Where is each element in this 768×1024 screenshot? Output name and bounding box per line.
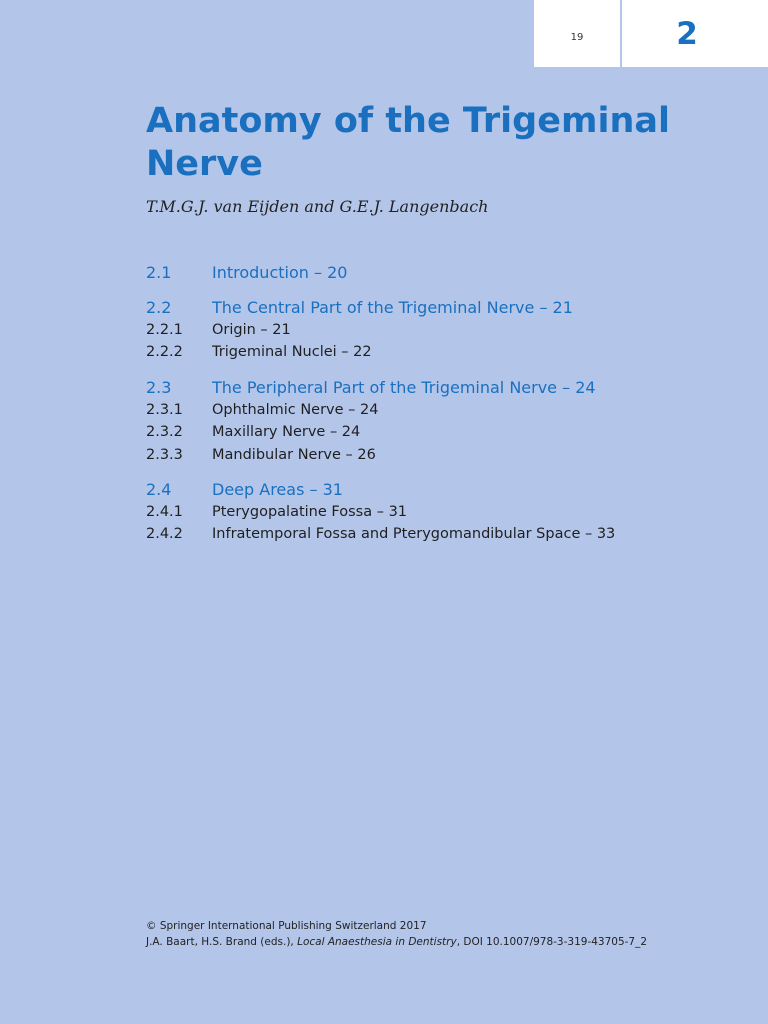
toc-subsection-2-3-1[interactable] bbox=[146, 399, 706, 421]
toc-subsection-2-2-2[interactable] bbox=[146, 341, 706, 363]
toc-section-title: The Central Part of the Trigeminal Nerve – 21 bbox=[212, 298, 573, 317]
copyright-line: © Springer International Publishing Switzerland 2017 bbox=[146, 920, 427, 932]
toc-subsection-2-3-2[interactable] bbox=[146, 421, 706, 443]
toc-subsection-title: Infratemporal Fossa and Pterygomandibular Space – 33 bbox=[212, 526, 616, 543]
toc-section-number: 2.4 bbox=[146, 480, 172, 500]
toc-subsection-2-4-1[interactable] bbox=[146, 501, 706, 523]
chapter-title: Anatomy of the Trigeminal Nerve bbox=[146, 101, 670, 184]
toc-section-number: 2.1 bbox=[146, 263, 172, 282]
toc-subsection-number: 2.3.3 bbox=[146, 446, 183, 463]
toc-subsection-2-3-3[interactable] bbox=[146, 444, 706, 466]
toc-section-title: Introduction – 20 bbox=[212, 263, 348, 282]
toc-subsection-number: 2.4.2 bbox=[146, 526, 183, 543]
toc-section-2-1[interactable] bbox=[146, 262, 706, 284]
toc-subsection-title: Origin – 21 bbox=[212, 322, 291, 338]
toc-section-number: 2.2 bbox=[146, 298, 172, 317]
citation-line bbox=[146, 934, 647, 950]
citation-book-title: Local Anaesthesia in Dentistry bbox=[297, 936, 457, 948]
toc-subsection-2-4-2[interactable] bbox=[146, 523, 706, 545]
citation-editors: J.A. Baart, H.S. Brand (eds.), bbox=[146, 936, 298, 948]
toc-subsection-title: Maxillary Nerve – 24 bbox=[212, 424, 361, 441]
toc-section-2-2[interactable] bbox=[146, 297, 706, 319]
copyright-footer bbox=[146, 918, 647, 950]
toc-subsection-2-2-1[interactable] bbox=[146, 319, 706, 341]
toc-section-title: The Peripheral Part of the Trigeminal Nerve – 24 bbox=[212, 377, 596, 397]
toc-subsection-number: 2.4.1 bbox=[146, 504, 183, 521]
toc-subsection-title: Trigeminal Nuclei – 22 bbox=[212, 344, 372, 361]
toc-section-number: 2.3 bbox=[146, 377, 172, 397]
toc-subsection-number: 2.2.1 bbox=[146, 322, 183, 338]
chapter-number-box bbox=[622, 0, 768, 67]
toc-section-2-3[interactable] bbox=[146, 377, 706, 399]
citation-doi: , DOI 10.1007/978-3-319-43705-7_2 bbox=[456, 936, 648, 948]
chapter-authors: T.M.G.J. van Eijden and G.E.J. Langenbach bbox=[146, 197, 489, 216]
toc-subsection-title: Ophthalmic Nerve – 24 bbox=[212, 401, 379, 418]
toc-section-title: Deep Areas – 31 bbox=[212, 480, 343, 500]
toc-subsection-title: Mandibular Nerve – 26 bbox=[212, 446, 376, 463]
page-number-box bbox=[534, 0, 620, 67]
toc-section-2-4[interactable] bbox=[146, 479, 706, 501]
chapter-number: 2 bbox=[676, 15, 698, 52]
table-of-contents bbox=[146, 262, 706, 546]
toc-subsection-number: 2.3.1 bbox=[146, 401, 183, 418]
page-number: 19 bbox=[570, 32, 584, 43]
toc-subsection-title: Pterygopalatine Fossa – 31 bbox=[212, 504, 408, 521]
toc-subsection-number: 2.3.2 bbox=[146, 424, 183, 441]
toc-subsection-number: 2.2.2 bbox=[146, 344, 183, 361]
